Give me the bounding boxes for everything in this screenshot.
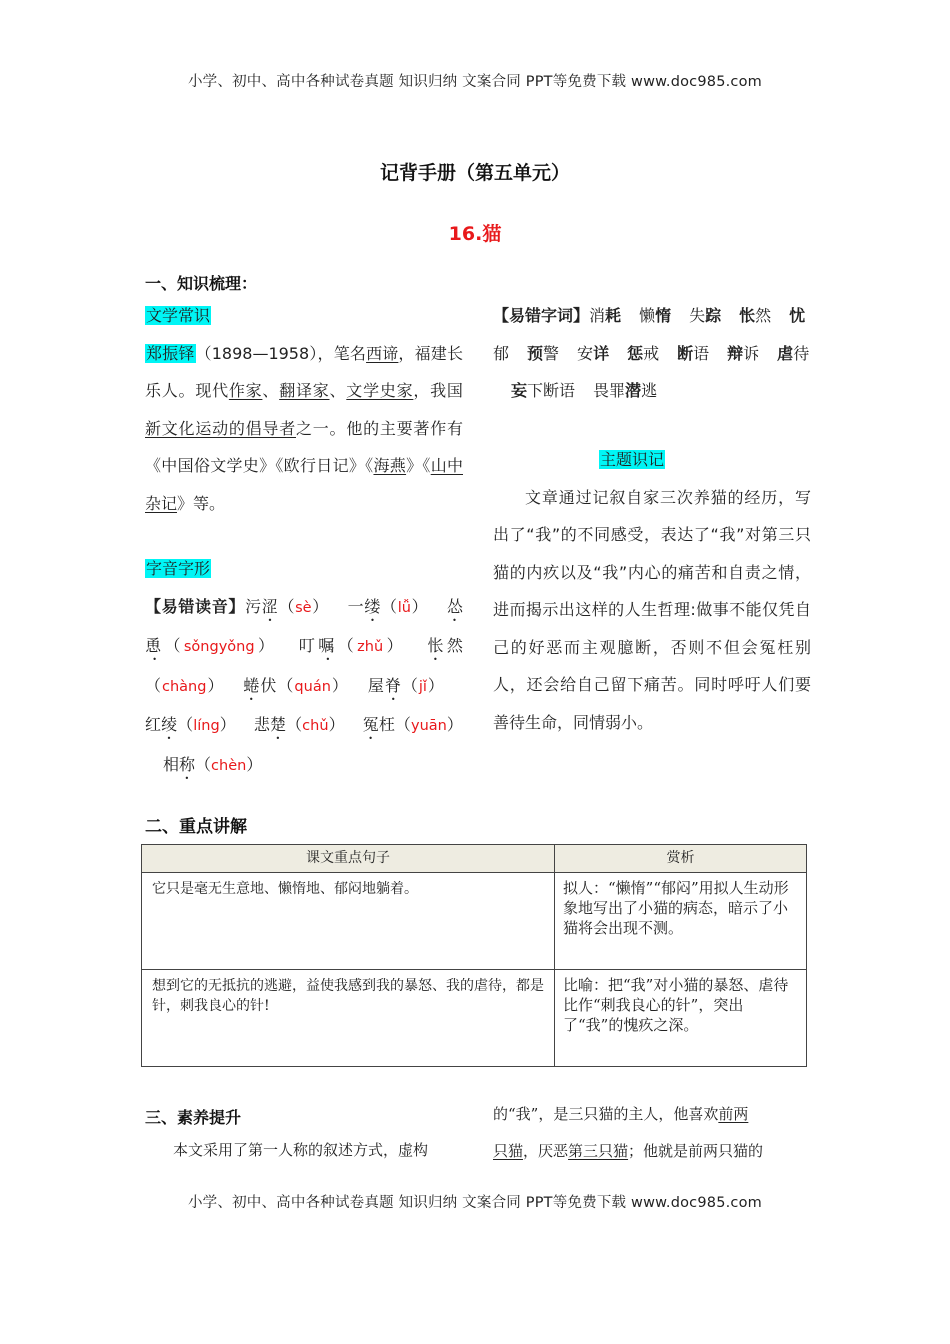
pronunciation-item: 叮嘱（zhǔ） (295, 636, 407, 655)
sentence-cell: 想到它的无抵抗的逃避，益使我感到我的暴怒、我的虐待，都是针，刺我良心的针! (142, 970, 555, 1067)
document-title: 记背手册（第五单元） (379, 162, 570, 184)
movement-role: 新文化运动的倡导者 (145, 418, 296, 438)
pronunciation-item: 相称（chèn） (163, 754, 263, 774)
pronunciation-item: 冤枉（yuān） (362, 715, 463, 734)
pinyin: líng (193, 718, 220, 734)
typos-tag: 【易错字词】 (493, 306, 590, 325)
pronunciation-tag: 【易错读音】 (145, 596, 246, 616)
role-translator: 翻译家 (279, 381, 330, 400)
pinyin: zhǔ (357, 639, 384, 655)
pinyin: yuān (410, 718, 447, 734)
pronunciation-item: 怅然（chàng） (145, 636, 463, 695)
literature-label: 文学常识 (146, 306, 211, 325)
section-1-heading: 一、知识梳理： (145, 274, 258, 293)
role-writer: 作家 (228, 381, 263, 400)
lesson-title: 16.猫 (448, 223, 502, 245)
analysis-cell: 拟人：“懒惰”“郁闷”用拟人生动形象地写出了小猫的病态，暗示了小猫将会出现不测。 (555, 873, 807, 970)
pronunciation-label: 字音字形 (146, 559, 211, 578)
page-header: 小学、初中、高中各种试卷真题 知识归纳 文案合同 PPT等免费下载 www.doc985.com (187, 74, 763, 90)
pronunciation-item: 蜷伏（quán） (242, 675, 349, 695)
page-footer: 小学、初中、高中各种试卷真题 知识归纳 文案合同 PPT等免费下载 www.doc985.com (187, 1195, 763, 1211)
pinyin: chàng (162, 678, 207, 695)
typo-word: 消耗 (589, 306, 622, 325)
pronunciation-item: 怂恿（sǒngyǒng） (145, 596, 463, 655)
pinyin: quán (294, 678, 331, 695)
typo-word: 妄下断语 (511, 381, 576, 400)
pronunciation-item: 屋脊（jǐ） (366, 675, 445, 695)
literacy-text-left: 本文采用了第一人称的叙述方式，虚构 (173, 1141, 429, 1159)
pronunciation-block (145, 550, 463, 785)
typo-word: 预警 (527, 343, 560, 363)
typo-word: 怅然 (739, 306, 772, 325)
table-header-row (142, 845, 807, 873)
pen-name: 西谛 (366, 343, 399, 363)
author-name: 郑振铎 (146, 343, 195, 363)
theme-text: 文章通过记叙自家三次养猫的经历，写出了“我”的不同感受，表达了“我”对第三只猫的内疚以及“我”内心的痛苦和自责之情，进而揭示出这样的人生哲理:做事不能仅凭自己的好恶而主观臆断，否则不但会冤枉别人，还会给自己留下痛苦。同时呼吁人们要善待生命，同情弱小。 (493, 487, 811, 732)
typo-word: 虐待 (777, 343, 810, 363)
typo-word: 安详 (577, 343, 610, 363)
analysis-cell: 比喻：把“我”对小猫的暴怒、虐待比作“刺我良心的针”，突出了“我”的愧疚之深。 (555, 970, 807, 1067)
typo-word: 断语 (677, 343, 710, 363)
typo-word: 辩诉 (727, 343, 760, 363)
pinyin: sè (295, 599, 312, 616)
pinyin: jǐ (418, 678, 427, 695)
pinyin: chèn (211, 757, 247, 774)
sentence-cell: 它只是毫无生意地、懒惰地、郁闷地躺着。 (142, 873, 555, 970)
table-row (142, 970, 807, 1067)
theme-block (493, 441, 811, 741)
key-sentence-table (141, 844, 807, 1067)
work-shanzhong: 山中杂记 (145, 456, 463, 513)
typo-word: 惩戒 (627, 343, 660, 363)
literacy-text-right: 的“我”，是三只猫的主人，他喜欢前两 只猫，厌恶第三只猫；他就是前两只猫的 (493, 1105, 764, 1160)
pronunciation-item: 一缕（lǚ） (346, 596, 429, 616)
typo-word: 懒惰 (639, 306, 672, 325)
table-header-sentence: 课文重点句子 (142, 845, 555, 873)
literature-block: 文学常识 郑振铎（1898—1958），笔名西谛，福建长乐人。现代作家、翻译家、文学史家，我国新文化运动的倡导者之一。他的主要著作有《中国俗文学史》《欧行日记》《海燕》《山中杂记》等。 (145, 306, 463, 513)
section-2-heading: 二、重点讲解 (145, 817, 247, 837)
table-row (142, 873, 807, 970)
pronunciation-item: 悲楚（chǔ） (253, 715, 345, 734)
theme-label: 主题识记 (599, 450, 664, 469)
pinyin: sǒngyǒng (183, 639, 255, 655)
pronunciation-item: 红绫（líng） (145, 715, 236, 734)
pinyin: lǚ (397, 599, 411, 616)
typos-block (493, 297, 811, 410)
typo-word: 失踪 (689, 306, 722, 325)
table-header-analysis: 赏析 (555, 845, 807, 873)
typo-word: 畏罪潜逃 (593, 381, 658, 400)
section-3-heading: 三、素养提升 (145, 1108, 242, 1127)
pinyin: chǔ (302, 718, 329, 734)
pronunciation-item: 污涩（sè） (245, 596, 329, 616)
typo-word: 忧郁 (493, 306, 806, 363)
work-haiyan: 海燕 (373, 456, 407, 475)
role-historian: 文学史家 (346, 381, 414, 400)
